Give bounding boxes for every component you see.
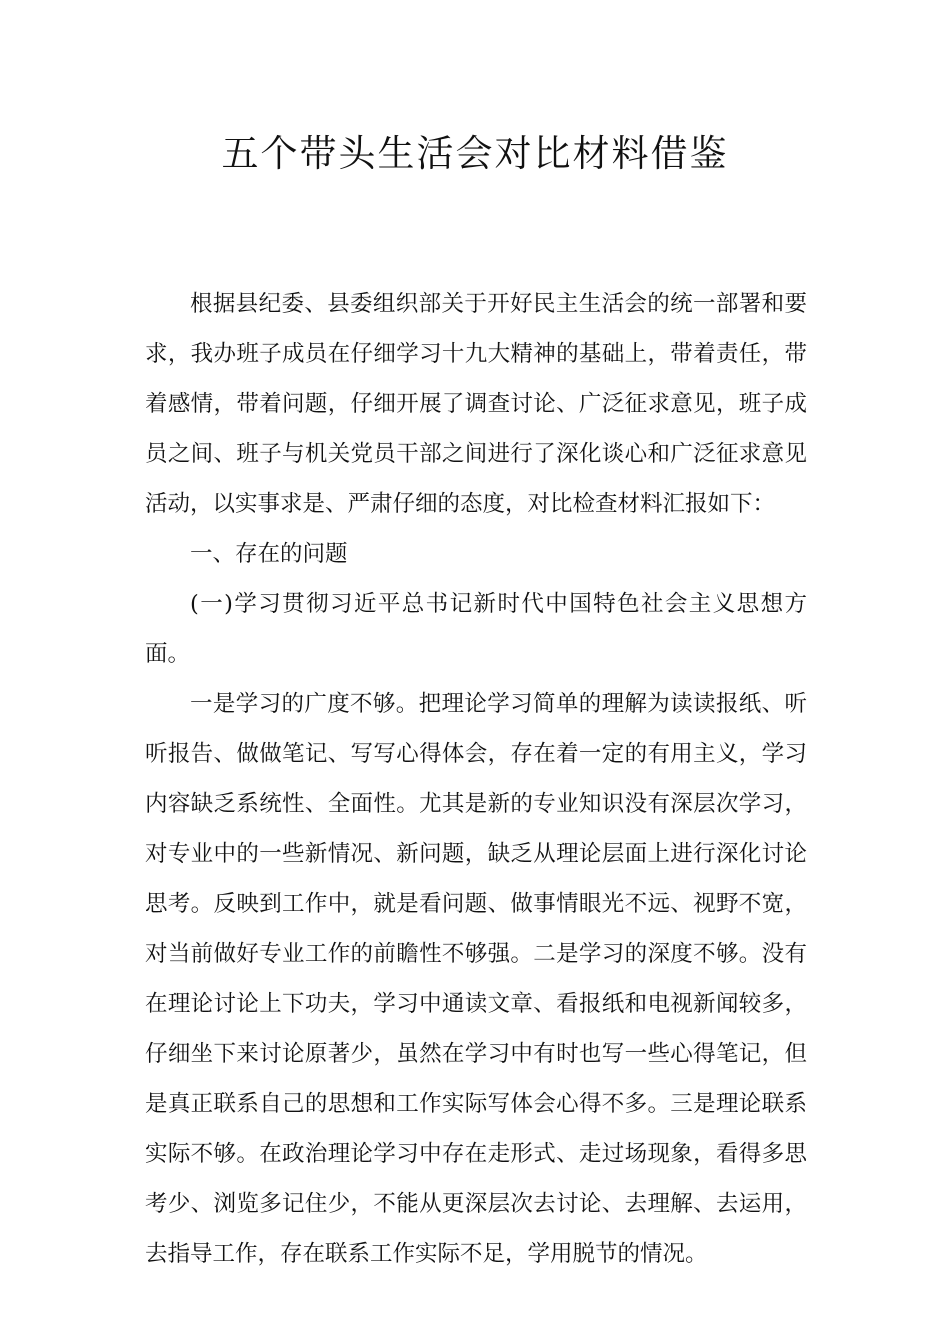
document-title: 五个带头生活会对比材料借鉴 [221,132,729,175]
body-paragraph: 一是学习的广度不够。把理论学习简单的理解为读读报纸、听听报告、做做笔记、写写心得体会，存在着一定的有用主义，学习内容缺乏系统性、全面性。尤其是新的专业知识没有深层次学习，对专业中的一些新情况、新问题，缺乏从理论层面上进行深化讨论思考。反映到工作中，就是看问题、做事情眼光不远、视野不宽，对当前做好专业工作的前瞻性不够强。二是学习的深度不够。没有在理论讨论上下功夫，学习中通读文章、看报纸和电视新闻较多，仔细坐下来讨论原著少，虽然在学习中有时也写一些心得笔记，但是真正联系自己的思想和工作实际写体会心得不多。三是理论联系实际不够。在政治理论学习中存在走形式、走过场现象，看得多思考少、浏览多记住少，不能从更深层次去讨论、去理解、去运用，去指导工作，存在联系工作实际不足，学用脱节的情况。 [145,691,807,1267]
intro-paragraph: 根据县纪委、县委组织部关于开好民主生活会的统一部署和要求，我办班子成员在仔细学习十九大精神的基础上，带着责任，带着感情，带着问题，仔细开展了调查讨论、广泛征求意见，班子成员之间、班子与机关党员干部之间进行了深化谈心和广泛征求意见活动，以实事求是、严肃仔细的态度，对比检查材料汇报如下： [145,291,807,517]
document-body [145,279,807,1279]
section-heading: 一、存在的问题 [190,541,348,567]
subsection-heading: (一)学习贯彻习近平总书记新时代中国特色社会主义思想方面。 [145,591,807,667]
